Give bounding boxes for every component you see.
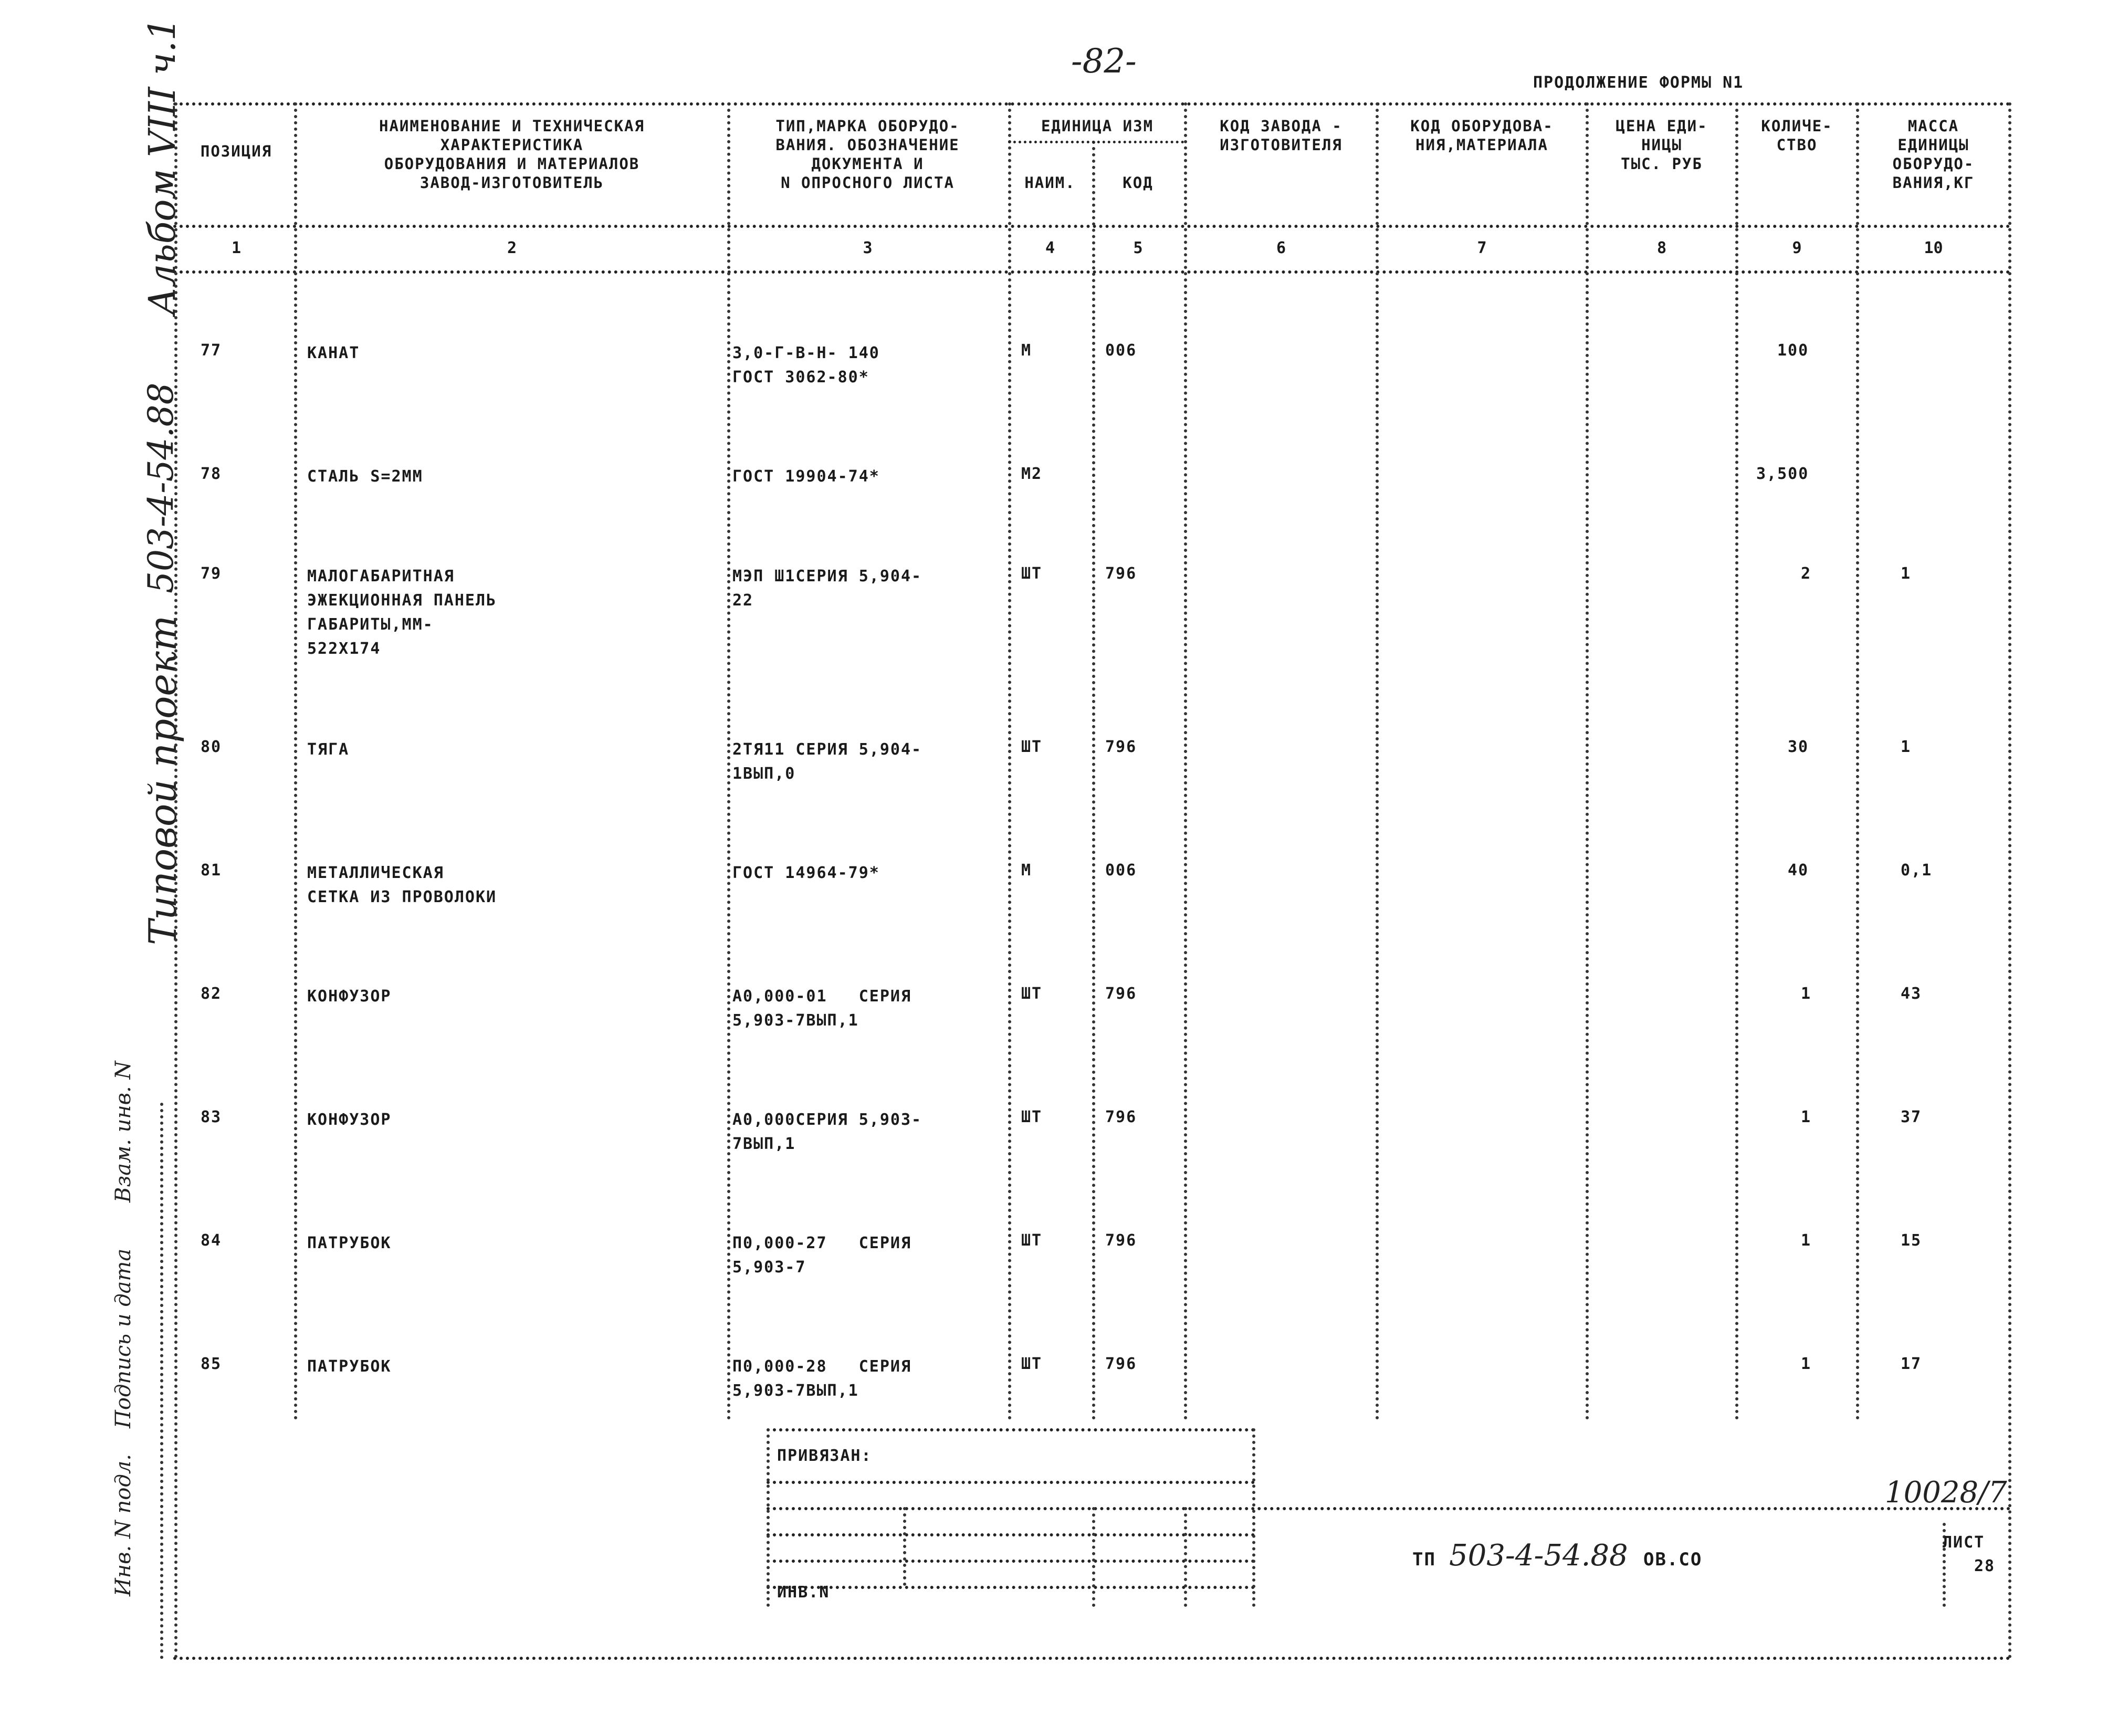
title-block-line: [767, 1507, 2011, 1510]
row-unit: ШТ: [1021, 1108, 1043, 1126]
header-col4: НАИМ.: [1024, 174, 1076, 192]
row-name: ПАТРУБОК: [307, 1357, 392, 1376]
row-quantity: 1: [1801, 1108, 1812, 1126]
header-col3: ТИП,МАРКА ОБОРУДО- ВАНИЯ. ОБОЗНАЧЕНИЕ ДОКУМЕНТА И N ОПРОСНОГО ЛИСТА: [775, 117, 960, 192]
row-name: КОНФУЗОР: [307, 987, 392, 1006]
stamp-replaced-inv: Взам. инв. N: [111, 1061, 135, 1202]
title-block-line: [767, 1586, 1255, 1589]
col-border-1: [294, 102, 297, 1420]
project-code: 503-4-54.88: [141, 382, 181, 593]
row-unit-code: 796: [1105, 1231, 1137, 1250]
document-prefix: ТП: [1412, 1549, 1436, 1570]
row-name: СТАЛЬ S=2ММ: [307, 467, 423, 486]
row-position: 80: [201, 738, 222, 756]
title-block-line: [767, 1533, 1255, 1536]
row-unit: ШТ: [1021, 985, 1043, 1003]
row-doc: А0,000СЕРИЯ 5,903- 7ВЫП,1: [732, 1111, 922, 1153]
sheet-number: 28: [1974, 1557, 1996, 1575]
col-border-3: [1008, 102, 1011, 1420]
header-col8: ЦЕНА ЕДИ- НИЦЫ ТЫС. РУБ: [1616, 117, 1708, 173]
row-unit-code: 796: [1105, 738, 1137, 756]
row-doc: 3,0-Г-В-Н- 140 ГОСТ 3062-80*: [732, 344, 880, 386]
row-name: МЕТАЛЛИЧЕСКАЯ СЕТКА ИЗ ПРОВОЛОКИ: [307, 864, 497, 906]
row-unit: М: [1021, 861, 1032, 880]
row-position: 81: [201, 861, 222, 880]
col-border-left: [174, 102, 177, 1659]
column-number: 7: [1477, 239, 1487, 257]
header-col10: МАССА ЕДИНИЦЫ ОБОРУДО- ВАНИЯ,КГ: [1892, 117, 1975, 192]
title-block-line: [1184, 1507, 1187, 1607]
row-position: 83: [201, 1108, 222, 1126]
handwritten-sheet-id: 10028/7: [1885, 1476, 2007, 1510]
column-number: 2: [507, 239, 517, 257]
row-doc: П0,000-27 СЕРИЯ 5,903-7: [732, 1234, 912, 1277]
row-mass: 0,1: [1901, 861, 1933, 880]
stamp-signature-date: Подпись и дата: [111, 1248, 135, 1428]
row-doc: 2ТЯ11 СЕРИЯ 5,904- 1ВЫП,0: [732, 740, 922, 783]
col-border-4: [1092, 141, 1095, 1420]
row-quantity: 30: [1788, 738, 1809, 756]
unit-group-divider: [1008, 141, 1184, 143]
row-quantity: 40: [1788, 861, 1809, 880]
column-number: 1: [231, 239, 242, 257]
row-position: 82: [201, 985, 222, 1003]
title-block-line: [767, 1428, 770, 1607]
row-position: 79: [201, 564, 222, 583]
header-unit-group: ЕДИНИЦА ИЗМ: [1041, 117, 1154, 135]
title-block-line: [767, 1560, 1255, 1563]
header-col2: НАИМЕНОВАНИЕ И ТЕХНИЧЕСКАЯ ХАРАКТЕРИСТИКА ОБОРУДОВАНИЯ И МАТЕРИАЛОВ ЗАВОД-ИЗГОТОВИТЕЛЬ: [379, 117, 645, 192]
sheet-label: ЛИСТ: [1943, 1533, 1985, 1552]
row-mass: 15: [1901, 1231, 1922, 1250]
document-suffix: ОВ.СО: [1643, 1549, 1703, 1570]
title-block-line: [903, 1507, 906, 1586]
col-border-right: [2008, 102, 2011, 1659]
col-border-7: [1586, 102, 1589, 1420]
column-number: 5: [1133, 239, 1143, 257]
title-block-line: [1252, 1428, 1255, 1607]
col-border-6: [1376, 102, 1379, 1420]
col-border-9: [1856, 102, 1859, 1420]
row-doc: А0,000-01 СЕРИЯ 5,903-7ВЫП,1: [732, 987, 912, 1030]
column-number: 4: [1045, 239, 1055, 257]
title-block-line: [767, 1428, 1255, 1431]
header-col7: КОД ОБОРУДОВА- НИЯ,МАТЕРИАЛА: [1410, 117, 1554, 154]
row-mass: 37: [1901, 1108, 1922, 1126]
header-col5: КОД: [1123, 174, 1153, 192]
row-position: 78: [201, 465, 222, 483]
album-label: Альбом VIII ч.1: [141, 17, 184, 315]
row-quantity: 2: [1801, 564, 1812, 583]
header-col9: КОЛИЧЕ- СТВО: [1761, 117, 1833, 154]
row-name: КОНФУЗОР: [307, 1111, 392, 1129]
stamp-original-inv: Инв. N подл.: [111, 1453, 135, 1596]
row-doc: ГОСТ 19904-74*: [732, 467, 880, 486]
stamp-border: [160, 1103, 163, 1659]
row-name: ПАТРУБОК: [307, 1234, 392, 1252]
row-unit-code: 006: [1105, 861, 1137, 880]
column-number: 8: [1656, 239, 1667, 257]
row-unit-code: 796: [1105, 564, 1137, 583]
page-number: -82-: [1071, 42, 1137, 81]
row-mass: 1: [1901, 738, 1912, 756]
row-unit: М2: [1021, 465, 1043, 483]
inventory-label: ИНВ.N: [777, 1583, 830, 1602]
row-unit: ШТ: [1021, 1231, 1043, 1250]
row-unit-code: 006: [1105, 341, 1137, 360]
header-col6: КОД ЗАВОДА - ИЗГОТОВИТЕЛЯ: [1220, 117, 1343, 154]
column-number: 6: [1276, 239, 1286, 257]
table-bottom-border: [173, 1657, 2011, 1660]
form-continuation-label: ПРОДОЛЖЕНИЕ ФОРМЫ N1: [1533, 74, 1744, 92]
row-quantity: 100: [1777, 341, 1809, 360]
row-name: ТЯГА: [307, 740, 350, 759]
row-unit-code: 796: [1105, 985, 1137, 1003]
document-code: 503-4-54.88: [1449, 1539, 1628, 1573]
row-unit: М: [1021, 341, 1032, 360]
row-quantity: 3,500: [1756, 465, 1809, 483]
row-position: 85: [201, 1355, 222, 1373]
row-quantity: 1: [1801, 1231, 1812, 1250]
row-unit-code: 796: [1105, 1355, 1137, 1373]
title-block-line: [767, 1481, 1255, 1484]
row-name: КАНАТ: [307, 344, 360, 362]
row-position: 77: [201, 341, 222, 360]
row-mass: 17: [1901, 1355, 1922, 1373]
title-block-line: [1092, 1507, 1095, 1607]
row-unit: ШТ: [1021, 738, 1043, 756]
column-number: 10: [1924, 239, 1943, 257]
row-doc: МЭП Ш1СЕРИЯ 5,904- 22: [732, 567, 922, 610]
row-position: 84: [201, 1231, 222, 1250]
row-quantity: 1: [1801, 1355, 1812, 1373]
row-unit: ШТ: [1021, 1355, 1043, 1373]
row-unit: ШТ: [1021, 564, 1043, 583]
project-label: Типовой проект: [141, 615, 185, 945]
header-col1: ПОЗИЦИЯ: [200, 142, 272, 160]
row-mass: 43: [1901, 985, 1922, 1003]
col-border-2: [727, 102, 730, 1420]
row-mass: 1: [1901, 564, 1912, 583]
row-doc: П0,000-28 СЕРИЯ 5,903-7ВЫП,1: [732, 1357, 912, 1400]
column-number: 9: [1792, 239, 1802, 257]
row-unit-code: 796: [1105, 1108, 1137, 1126]
row-name: МАЛОГАБАРИТНАЯ ЭЖЕКЦИОННАЯ ПАНЕЛЬ ГАБАРИТЫ,ММ- 522Х174: [307, 567, 497, 658]
row-doc: ГОСТ 14964-79*: [732, 864, 880, 882]
row-quantity: 1: [1801, 985, 1812, 1003]
attached-label: ПРИВЯЗАН:: [777, 1447, 872, 1465]
column-number: 3: [863, 239, 873, 257]
col-border-5: [1184, 102, 1187, 1420]
col-border-8: [1735, 102, 1738, 1420]
